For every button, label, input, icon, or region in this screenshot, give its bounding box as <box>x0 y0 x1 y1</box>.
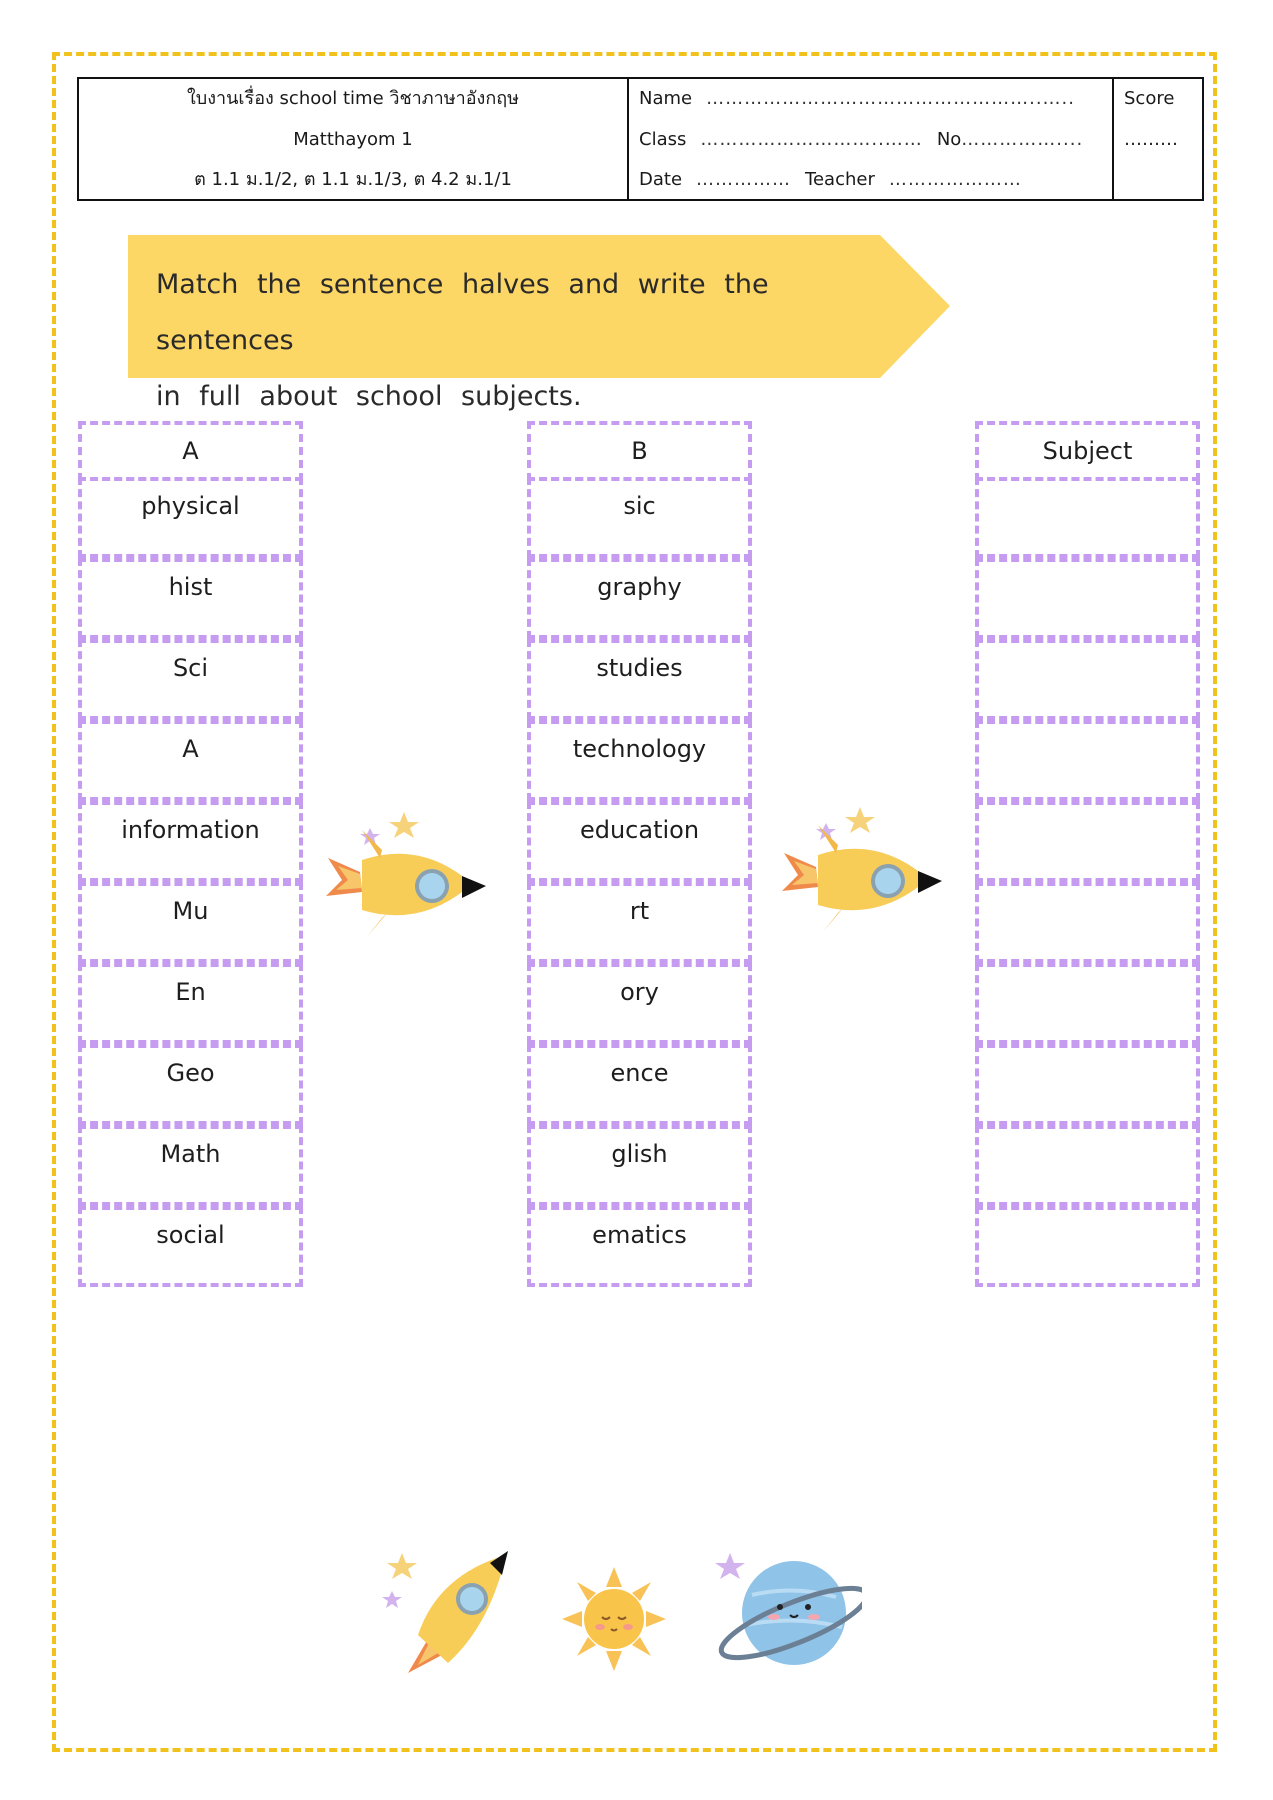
subject-answer-box-4[interactable] <box>975 720 1200 801</box>
date-field[interactable] <box>639 169 1112 191</box>
subject-answer-box-7[interactable] <box>975 963 1200 1044</box>
column-b-box-7: ory <box>527 963 752 1044</box>
column-a-box-4: A <box>78 720 303 801</box>
subject-answer-box-3[interactable] <box>975 639 1200 720</box>
column-b-box-3: studies <box>527 639 752 720</box>
column-b-box-8: ence <box>527 1044 752 1125</box>
subject-answer-box-2[interactable] <box>975 558 1200 639</box>
column-a-box-1: physical <box>78 477 303 558</box>
worksheet-title: ใบงานเรื่อง school time วิชาภาษาอังกฤษ <box>186 88 519 109</box>
class-field[interactable] <box>639 129 1112 151</box>
date-blank[interactable]: …………… <box>696 169 792 190</box>
instruction-line-2: in full about school subjects. <box>156 381 582 412</box>
column-a-box-7: En <box>78 963 303 1044</box>
column-a-box-8: Geo <box>78 1044 303 1125</box>
column-b-box-10: ematics <box>527 1206 752 1287</box>
rocket-icon <box>322 800 492 935</box>
subject-answer-box-6[interactable] <box>975 882 1200 963</box>
worksheet-level: Matthayom 1 <box>293 129 413 150</box>
column-a-box-10: social <box>78 1206 303 1287</box>
rocket-icon <box>778 795 948 930</box>
student-info <box>629 79 1114 199</box>
rocket-icon <box>378 1545 518 1685</box>
score-blank[interactable]: ……… <box>1124 129 1178 150</box>
subject-answer-box-10[interactable] <box>975 1206 1200 1287</box>
column-b-box-6: rt <box>527 882 752 963</box>
instruction-text <box>156 257 916 425</box>
worksheet-info <box>79 79 629 199</box>
score-box <box>1114 79 1202 199</box>
instruction-banner <box>128 235 950 412</box>
subject-answer-box-1[interactable] <box>975 477 1200 558</box>
worksheet-standards: ต 1.1 ม.1/2, ต 1.1 ม.1/3, ต 4.2 ม.1/1 <box>194 169 512 190</box>
name-field[interactable] <box>639 88 1112 110</box>
column-b-header: B <box>527 421 752 481</box>
column-b-box-5: education <box>527 801 752 882</box>
sun-icon <box>560 1565 668 1673</box>
column-a-header: A <box>78 421 303 481</box>
subject-answer-box-5[interactable] <box>975 801 1200 882</box>
column-b-box-9: glish <box>527 1125 752 1206</box>
name-label: Name <box>639 88 693 109</box>
name-blank[interactable]: ……………………………………………..….. <box>706 88 1075 109</box>
class-blank[interactable]: ………………………..…… <box>700 129 923 150</box>
column-subject-header: Subject <box>975 421 1200 481</box>
column-a-box-6: Mu <box>78 882 303 963</box>
column-a-box-3: Sci <box>78 639 303 720</box>
class-label: Class <box>639 129 687 150</box>
column-a-box-5: information <box>78 801 303 882</box>
header-table <box>77 77 1204 201</box>
column-b-box-1: sic <box>527 477 752 558</box>
column-a-box-2: hist <box>78 558 303 639</box>
date-label: Date <box>639 169 683 190</box>
subject-answer-box-9[interactable] <box>975 1125 1200 1206</box>
no-blank[interactable]: …………….... <box>961 129 1084 150</box>
instruction-line-1: Match the sentence halves and write the sentences <box>156 269 769 356</box>
column-b-box-4: technology <box>527 720 752 801</box>
no-label: No <box>936 129 962 150</box>
score-label: Score <box>1124 88 1175 109</box>
planet-icon <box>712 1545 862 1675</box>
subject-answer-box-8[interactable] <box>975 1044 1200 1125</box>
teacher-label: Teacher <box>805 169 875 190</box>
column-a-box-9: Math <box>78 1125 303 1206</box>
column-b-box-2: graphy <box>527 558 752 639</box>
teacher-blank[interactable]: ………………… <box>888 169 1022 190</box>
